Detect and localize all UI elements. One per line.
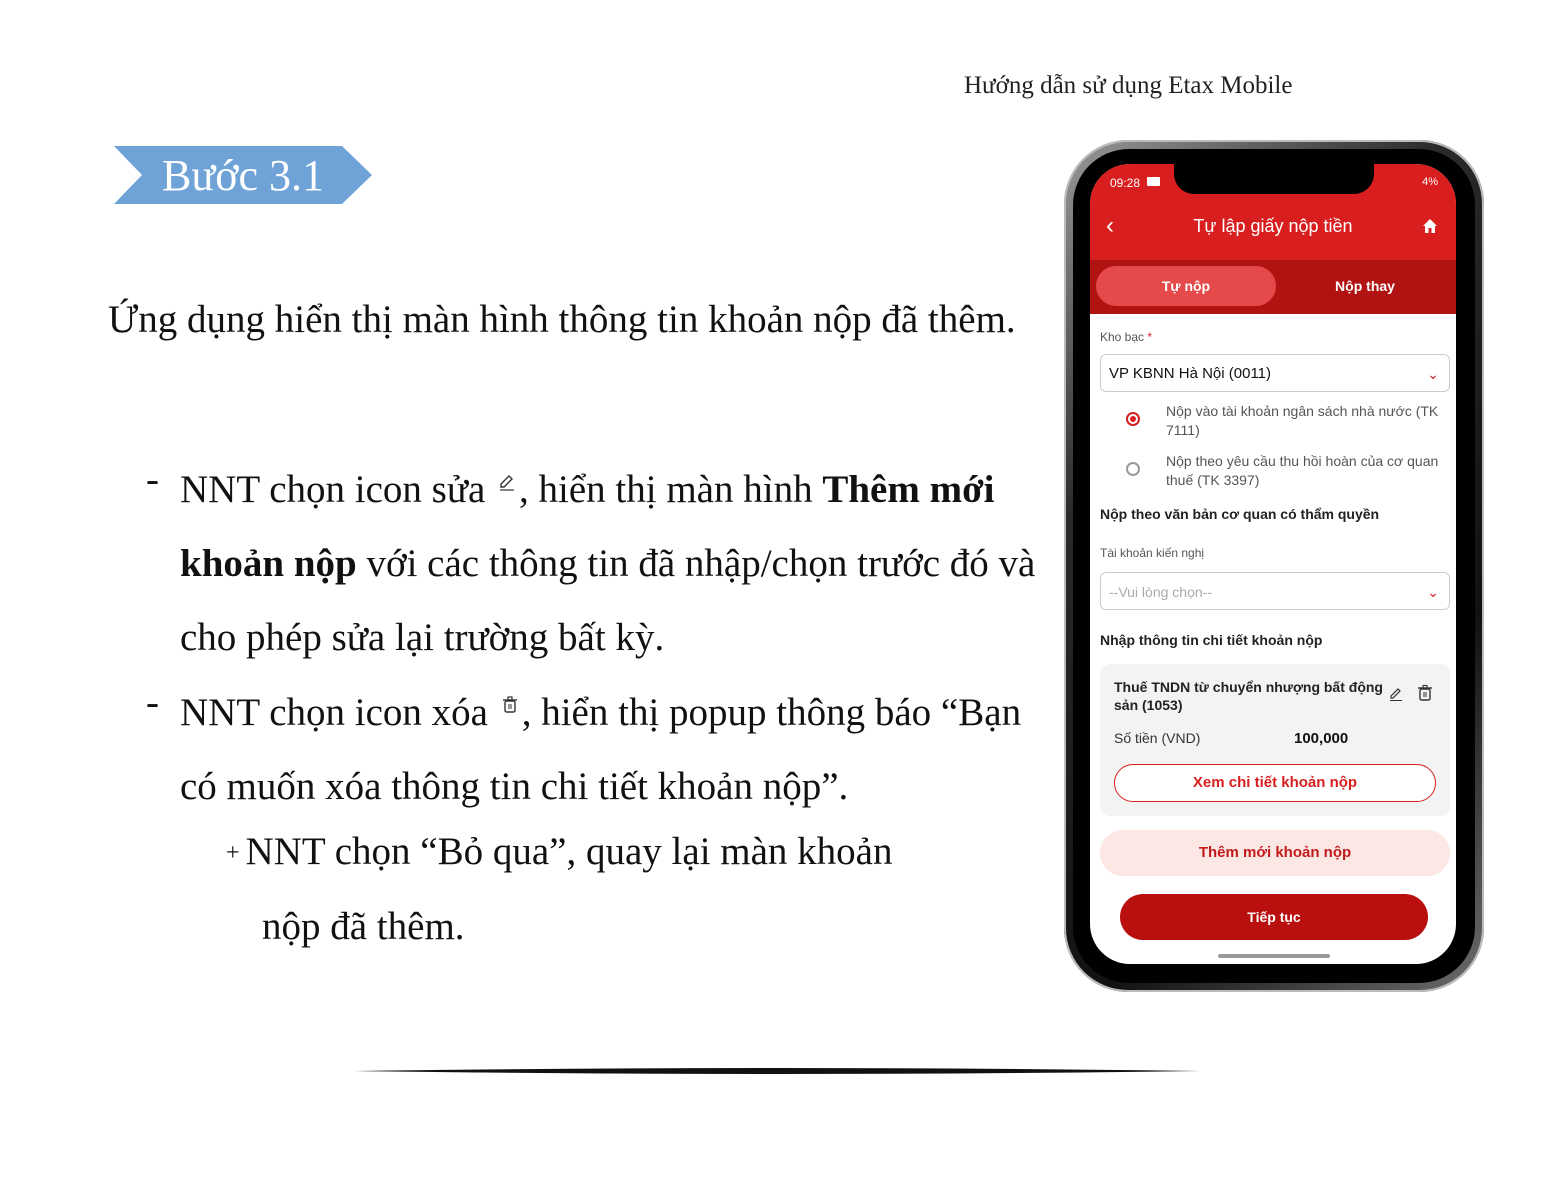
amount-value: 100,000 [1294, 730, 1349, 747]
phone-screen [1090, 164, 1456, 964]
bullet-dash: - [146, 681, 159, 724]
amount-label: Số tiền (VND) [1114, 730, 1201, 746]
tab-tu-nop[interactable]: Tự nộp [1096, 266, 1276, 306]
bullet-text: , hiển thị popup thông báo “Bạn có muốn xóa thông tin chi tiết khoản nộp”. [180, 691, 1022, 808]
mail-icon [1147, 177, 1160, 186]
status-time: 09:28 [1110, 176, 1141, 190]
radio-selected-icon [1126, 412, 1140, 426]
phone-notch [1174, 164, 1374, 194]
back-button[interactable]: ‹ [1106, 212, 1114, 239]
kho-bac-label [1100, 330, 1152, 344]
step-label: Bước 3.1 [162, 151, 324, 200]
add-payment-button[interactable]: Thêm mới khoản nộp [1100, 830, 1450, 876]
radio-label: Nộp vào tài khoản ngân sách nhà nước (TK 7111) [1166, 403, 1439, 438]
footer-divider [354, 1062, 1200, 1080]
section-title: Nhập thông tin chi tiết khoản nộp [1100, 632, 1323, 648]
radio-unselected-icon [1126, 462, 1140, 476]
view-detail-button[interactable]: Xem chi tiết khoản nộp [1114, 764, 1436, 802]
tab-bar [1090, 260, 1456, 314]
trash-icon[interactable] [1416, 684, 1434, 707]
payment-item-card [1100, 664, 1450, 816]
required-marker: * [1147, 330, 1153, 344]
bullet-text: NNT chọn icon sửa [180, 468, 486, 511]
edit-icon [497, 443, 517, 517]
tai-khoan-kien-nghi-select[interactable] [1100, 572, 1450, 610]
tai-khoan-kien-nghi-label: Tài khoản kiến nghị [1100, 546, 1205, 560]
section-title: Nộp theo văn bản cơ quan có thẩm quyền [1100, 506, 1380, 522]
sub-bullet-skip [226, 815, 986, 964]
document-header: Hướng dẫn sử dụng Etax Mobile [964, 72, 1293, 99]
battery-status: 4% [1422, 176, 1438, 188]
home-icon[interactable] [1422, 218, 1438, 239]
chevron-down-icon: ⌄ [1427, 584, 1439, 600]
intro-paragraph: Ứng dụng hiển thị màn hình thông tin khoản nộp đã thêm. [108, 298, 1016, 341]
screen-title: Tự lập giấy nộp tiền [1193, 216, 1353, 236]
select-placeholder: --Vui lòng chọn-- [1109, 584, 1212, 600]
tab-nop-thay[interactable]: Nộp thay [1335, 278, 1395, 294]
sub-bullet-text-cont: nộp đã thêm. [262, 905, 465, 948]
bullet-text: NNT chọn icon xóa [180, 691, 488, 734]
sub-bullet-plus: + [226, 840, 240, 866]
bullet-text: , hiển thị màn hình [519, 468, 823, 511]
bullet-text: với các thông tin đã nhập/chọn trước đó và cho phép sửa lại trường bất kỳ. [180, 542, 1036, 659]
bullet-dash: - [146, 458, 159, 501]
kho-bac-value: VP KBNN Hà Nội (0011) [1109, 365, 1272, 382]
phone-mockup [1064, 140, 1484, 992]
trash-icon [500, 666, 520, 740]
chevron-down-icon: ⌄ [1427, 366, 1439, 382]
continue-button[interactable]: Tiếp tục [1120, 894, 1428, 940]
sub-bullet-text: NNT chọn “Bỏ qua”, quay lại màn khoản [245, 830, 893, 873]
kho-bac-select[interactable] [1100, 354, 1450, 392]
bullet-bold-text: Thêm mới khoản nộp [180, 468, 995, 585]
kho-bac-label-text: Kho bạc [1100, 330, 1145, 344]
edit-icon[interactable] [1388, 686, 1404, 707]
payment-item-title: Thuế TNDN từ chuyển nhượng bất động sản (1053) [1114, 679, 1383, 713]
radio-label: Nộp theo yêu cầu thu hồi hoàn của cơ quan thuế (TK 3397) [1166, 453, 1439, 488]
home-indicator [1218, 954, 1330, 958]
step-badge [114, 146, 372, 204]
